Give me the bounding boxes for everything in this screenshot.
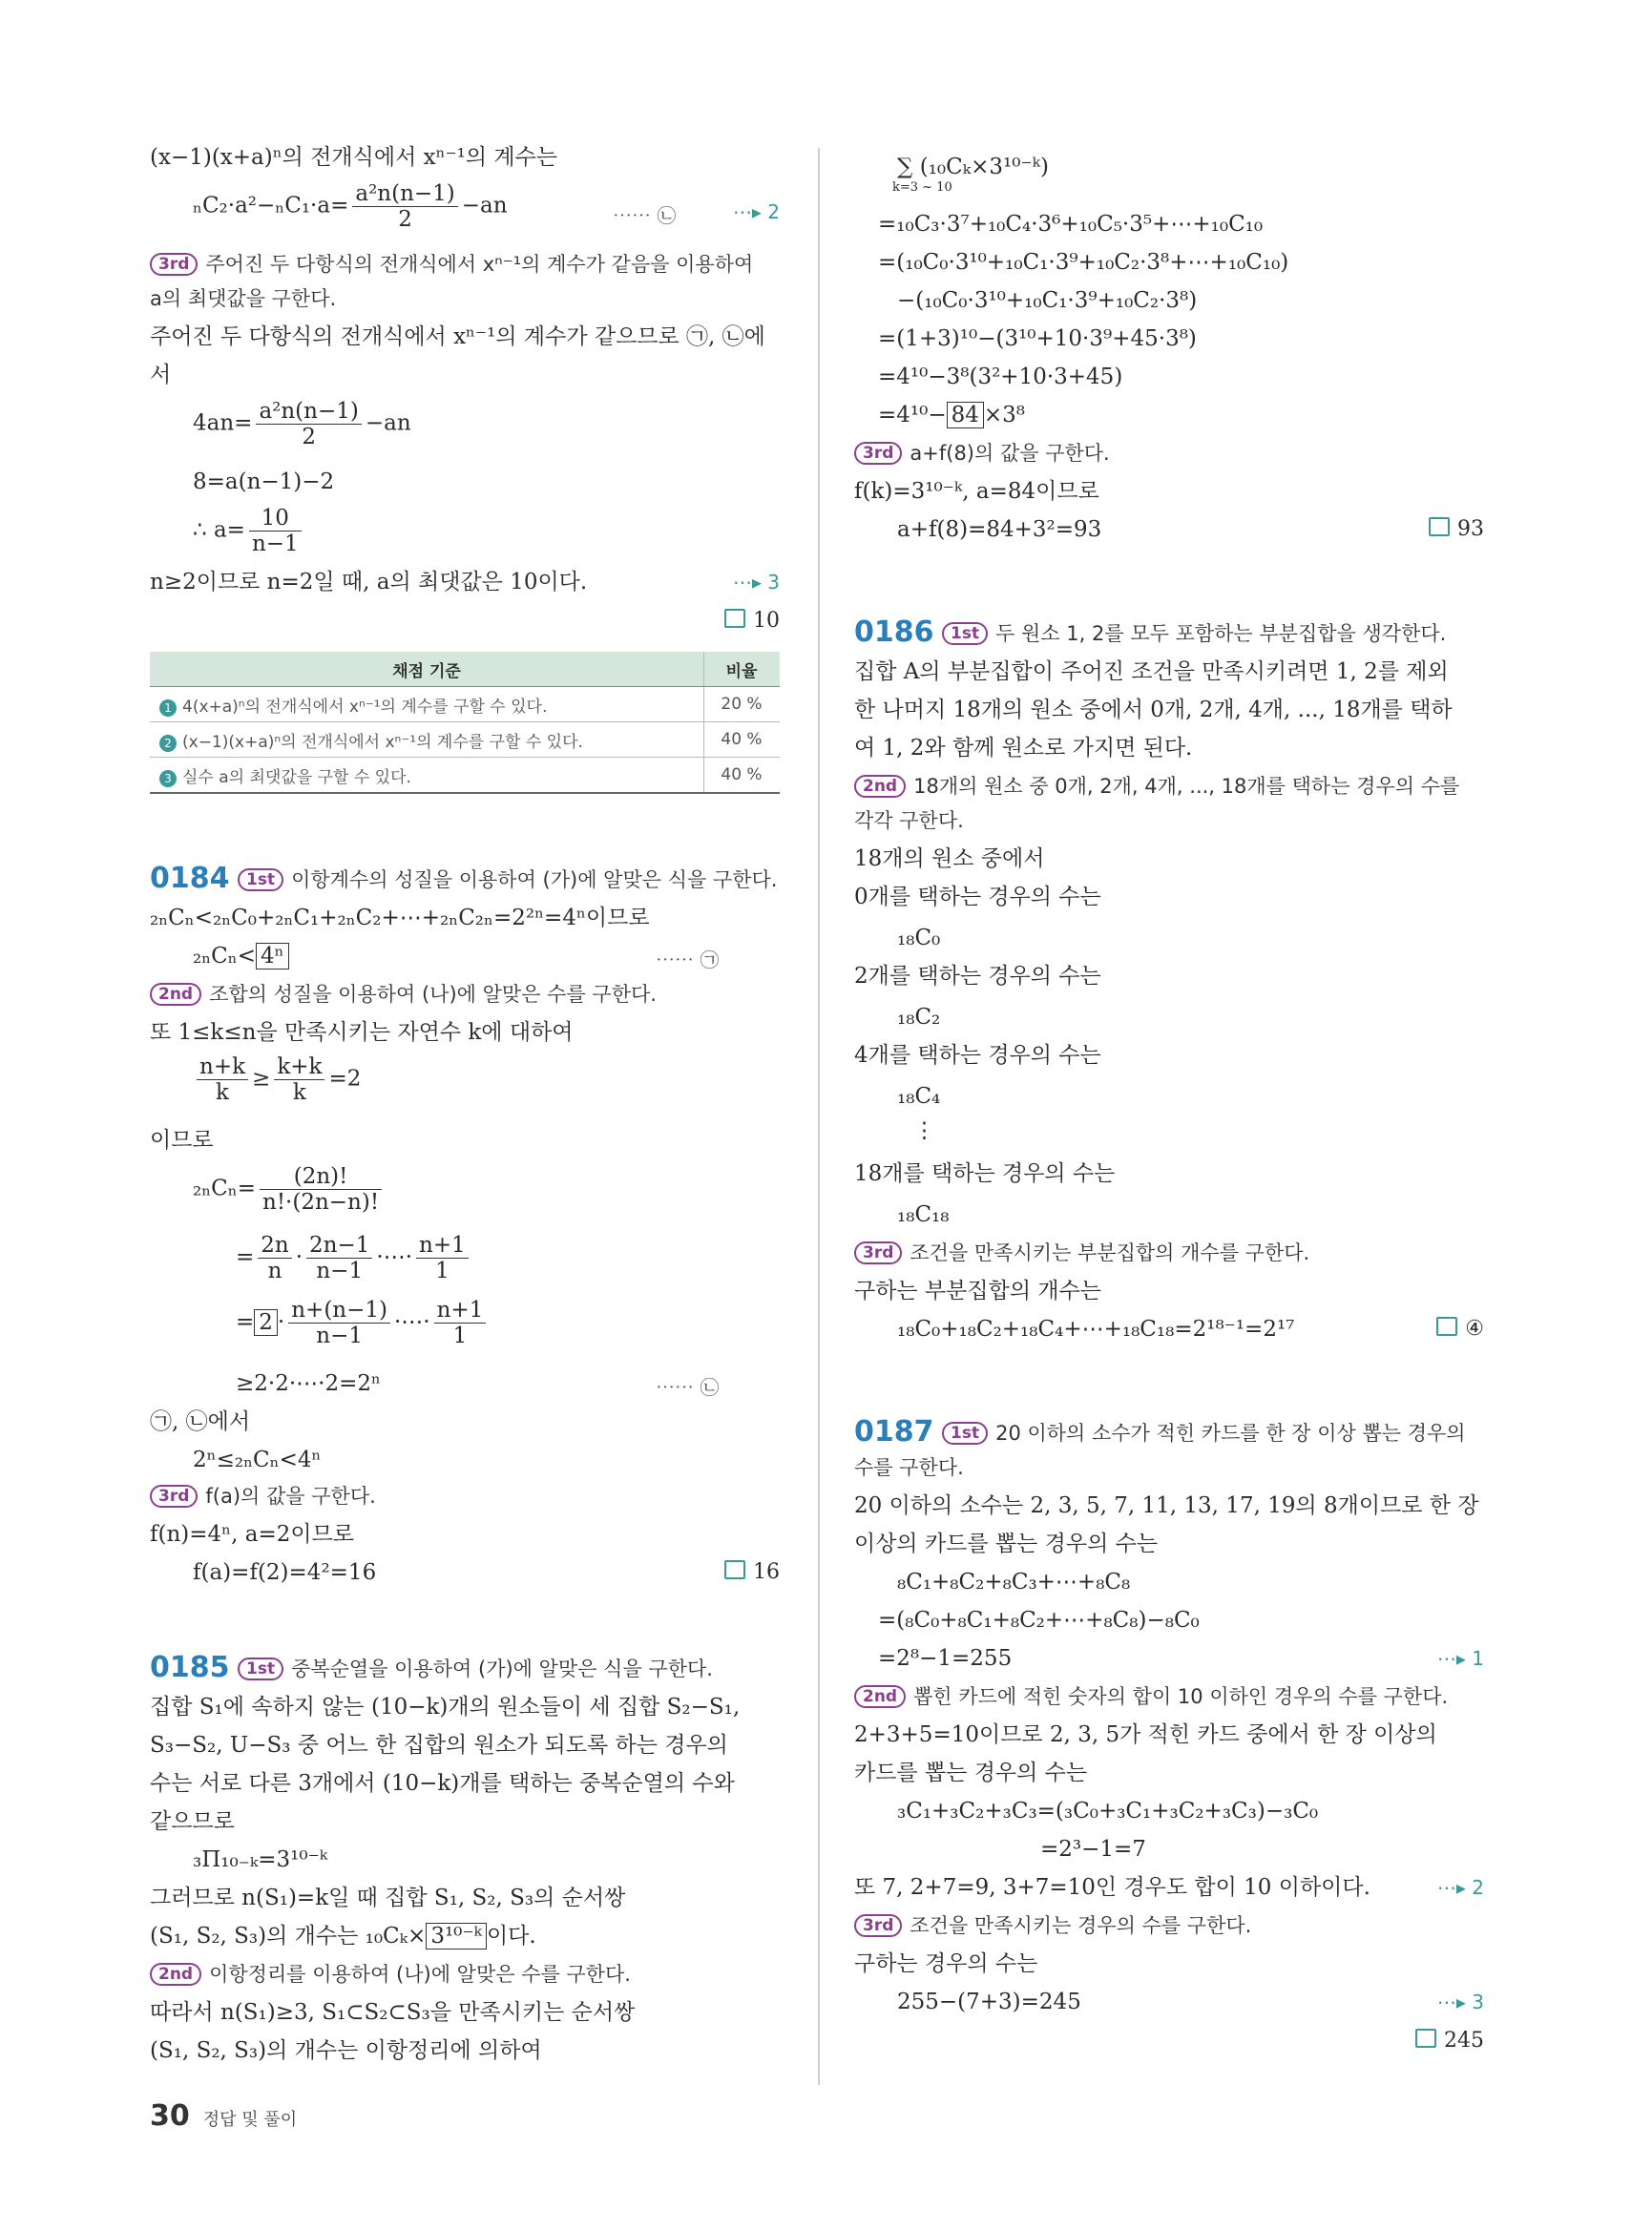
equation: ₁₈C₂ xyxy=(897,1005,941,1030)
equation: ≥2·2·⋯·2=2ⁿ xyxy=(236,1371,381,1396)
answer-icon xyxy=(1429,517,1450,536)
step-heading: 2nd 뽑힌 카드에 적힌 숫자의 합이 10 이하인 경우의 수를 구한다. xyxy=(854,1682,1448,1711)
equation: ∴ a= $\frac{10}{n-1}$ xyxy=(193,506,305,556)
step-heading-cont: 수를 구한다. xyxy=(854,1456,964,1479)
equation: =2³−1=7 xyxy=(1040,1837,1146,1862)
answer: 16 xyxy=(724,1560,780,1584)
text-line: 또 7, 2+7=9, 3+7=10인 경우도 합이 10 이하이다. xyxy=(854,1875,1370,1900)
equation: =(₈C₀+₈C₁+₈C₂+⋯+₈C₈)−₈C₀ xyxy=(878,1608,1200,1633)
table-header: 채점 기준 xyxy=(150,652,704,687)
text-line: 따라서 n(S₁)≥3, S₁⊂S₂⊂S₃을 만족시키는 순서쌍 xyxy=(150,2000,636,2025)
equation: =2⁸−1=255 xyxy=(878,1646,1013,1671)
score-mark: ⋯▸ 3 xyxy=(1436,1991,1484,2013)
answer: 245 xyxy=(1415,2029,1484,2053)
text-line: ㉠, ㉡에서 xyxy=(150,1409,251,1434)
equation: ₃Π₁₀₋ₖ=3¹⁰⁻ᵏ xyxy=(193,1847,328,1872)
text-line: 여 1, 2와 함께 원소로 가지면 된다. xyxy=(854,736,1193,761)
step-heading: 1st 이항계수의 성질을 이용하여 (가)에 알맞은 식을 구한다. xyxy=(238,865,777,894)
step-heading: 3rd a+f(8)의 값을 구한다. xyxy=(854,439,1110,468)
text-line: n≥2이므로 n=2일 때, a의 최댓값은 10이다. xyxy=(150,570,588,594)
text-line: 그러므로 n(S₁)=k일 때 집합 S₁, S₂, S₃의 순서쌍 xyxy=(150,1886,626,1910)
equation-tag: ⋯⋯ ㉠ xyxy=(656,949,720,971)
text-line: 4개를 택하는 경우의 수는 xyxy=(854,1043,1101,1068)
equation: ₂ₙCₙ= $\frac{(2n)!}{n!\cdot(2n-n)!}$ xyxy=(193,1164,386,1215)
text-line: 주어진 두 다항식의 전개식에서 xⁿ⁻¹의 계수가 같으므로 ㉠, ㉡에 xyxy=(150,324,765,349)
text-line: (S₁, S₂, S₃)의 개수는 ₁₀Cₖ× 3¹⁰⁻ᵏ 이다. xyxy=(150,1924,536,1949)
equation: =(₁₀C₀·3¹⁰+₁₀C₁·3⁹+₁₀C₂·3⁸+⋯+₁₀C₁₀) xyxy=(878,250,1289,275)
text-line: 18개를 택하는 경우의 수는 xyxy=(854,1161,1116,1186)
step-heading: 2nd 조합의 성질을 이용하여 (나)에 알맞은 수를 구한다. xyxy=(150,980,657,1009)
table-row: 2 (x−1)(x+a)ⁿ의 전개식에서 xⁿ⁻¹의 계수를 구할 수 있다. 40 % xyxy=(150,722,780,758)
equation: ₁₈C₀+₁₈C₂+₁₈C₄+⋯+₁₈C₁₈=2¹⁸⁻¹=2¹⁷ xyxy=(897,1317,1295,1342)
answer-icon xyxy=(724,609,745,628)
text-line: 이므로 xyxy=(150,1128,214,1153)
vertical-dots: ⋮ xyxy=(913,1118,935,1143)
step-heading: 3rd 주어진 두 다항식의 전개식에서 xⁿ⁻¹의 계수가 같음을 이용하여 xyxy=(150,250,753,279)
text-line: (x−1)(x+a)ⁿ의 전개식에서 xⁿ⁻¹의 계수는 xyxy=(150,145,558,170)
problem-number: 0187 xyxy=(854,1415,934,1449)
answer-icon xyxy=(1436,1317,1457,1336)
answer: 10 xyxy=(724,609,780,633)
equation: 2ⁿ≤₂ₙCₙ<4ⁿ xyxy=(193,1448,322,1472)
text-line: 0개를 택하는 경우의 수는 xyxy=(854,885,1101,909)
equation: a+f(8)=84+3²=93 xyxy=(897,517,1102,542)
equation: =(1+3)¹⁰−(3¹⁰+10·3⁹+45·3⁸) xyxy=(878,326,1197,351)
text-line: 수는 서로 다른 3개에서 (10−k)개를 택하는 중복순열의 수와 xyxy=(150,1771,735,1796)
table-header: 비율 xyxy=(704,652,781,687)
equation: 4an= $\frac{\text{a²n(n−1)}}{2}$ −an xyxy=(193,399,411,449)
equation: ₃C₁+₃C₂+₃C₃=(₃C₀+₃C₁+₃C₂+₃C₃)−₃C₀ xyxy=(897,1799,1319,1824)
problem-number: 0186 xyxy=(854,615,934,649)
column-divider xyxy=(818,148,820,2085)
text-line: ₂ₙCₙ<₂ₙC₀+₂ₙC₁+₂ₙC₂+⋯+₂ₙC₂ₙ=2²ⁿ=4ⁿ이므로 xyxy=(150,906,650,930)
text-line: 구하는 부분집합의 개수는 xyxy=(854,1279,1102,1303)
page-title: 정답 및 풀이 xyxy=(202,2110,298,2130)
text-line: 집합 S₁에 속하지 않는 (10−k)개의 원소들이 세 집합 S₂−S₁, xyxy=(150,1695,741,1720)
equation: = 2 · $\frac{n+(n-1)}{n-1}$ ·⋯· $\frac{n+1}{1}$ xyxy=(236,1298,490,1348)
answer: 93 xyxy=(1429,517,1484,541)
problem-number: 0185 xyxy=(150,1651,230,1684)
step-heading-cont: a의 최댓값을 구한다. xyxy=(150,287,337,310)
text-line: 또 1≤k≤n을 만족시키는 자연수 k에 대하여 xyxy=(150,1020,574,1045)
table-row: 3 실수 a의 최댓값을 구할 수 있다. 40 % xyxy=(150,758,780,794)
equation: ₙC₂·a²−ₙC₁·a= $\frac{\text{a²n(n−1)}}{2}$ −an xyxy=(193,181,508,232)
equation: ₂ₙCₙ< 4ⁿ xyxy=(193,942,289,970)
text-line: 이상의 카드를 뽑는 경우의 수는 xyxy=(854,1532,1159,1556)
answer-icon xyxy=(1415,2029,1436,2048)
text-line: 20 이하의 소수는 2, 3, 5, 7, 11, 13, 17, 19의 8개이므로 한 장 xyxy=(854,1493,1479,1518)
answer-icon xyxy=(724,1560,745,1579)
score-mark: ⋯▸ 2 xyxy=(732,200,780,223)
answer: ④ xyxy=(1436,1317,1484,1341)
equation: =4¹⁰−3⁸(3²+10·3+45) xyxy=(878,365,1123,389)
sum-limits: k=3 ~ 10 xyxy=(892,180,952,195)
text-line: 집합 A의 부분집합이 주어진 조건을 만족시키려면 1, 2를 제외 xyxy=(854,659,1449,684)
equation: −(₁₀C₀·3¹⁰+₁₀C₁·3⁹+₁₀C₂·3⁸) xyxy=(897,288,1198,313)
text-line: 2+3+5=10이므로 2, 3, 5가 적힌 카드 중에서 한 장 이상의 xyxy=(854,1722,1437,1747)
scoring-table xyxy=(150,652,780,794)
equation-tag: ⋯⋯ ㉡ xyxy=(656,1376,720,1399)
text-line: f(n)=4ⁿ, a=2이므로 xyxy=(150,1522,355,1547)
text-line: (S₁, S₂, S₃)의 개수는 이항정리에 의하여 xyxy=(150,2038,542,2063)
equation: 255−(7+3)=245 xyxy=(897,1990,1081,2014)
equation: = $\frac{2n}{n}$ · $\frac{2n-1}{n-1}$ ·⋯· $\frac{n+1}{1}$ xyxy=(236,1233,472,1283)
equation: =₁₀C₃·3⁷+₁₀C₄·3⁶+₁₀C₅·3⁵+⋯+₁₀C₁₀ xyxy=(878,212,1264,237)
equation: =4¹⁰− 84 ×3⁸ xyxy=(878,403,1026,427)
problem-number: 0184 xyxy=(150,862,230,895)
page-number: 30 xyxy=(150,2099,190,2133)
equation: 8=a(n−1)−2 xyxy=(193,469,335,494)
equation: $\frac{n+k}{k}$ ≥ $\frac{k+k}{k}$ =2 xyxy=(193,1054,361,1105)
step-heading: 1st 중복순열을 이용하여 (가)에 알맞은 식을 구한다. xyxy=(238,1655,713,1683)
text-line: 구하는 경우의 수는 xyxy=(854,1951,1038,1976)
text-line: f(k)=3¹⁰⁻ᵏ, a=84이므로 xyxy=(854,479,1099,504)
score-mark: ⋯▸ 1 xyxy=(1436,1647,1484,1670)
step-heading: 1st 두 원소 1, 2를 모두 포함하는 부분집합을 생각한다. xyxy=(942,619,1446,648)
text-line: 카드를 뽑는 경우의 수는 xyxy=(854,1761,1088,1785)
text-line: 2개를 택하는 경우의 수는 xyxy=(854,964,1101,989)
equation: ∑ (₁₀Cₖ×3¹⁰⁻ᵏ) xyxy=(897,155,1049,179)
step-heading: 2nd 이항정리를 이용하여 (나)에 알맞은 수를 구한다. xyxy=(150,1960,631,1989)
text-line: 18개의 원소 중에서 xyxy=(854,846,1045,871)
text-line: 같으므로 xyxy=(150,1809,235,1834)
equation-tag: ⋯⋯ ㉡ xyxy=(613,204,677,227)
equation: ₁₈C₄ xyxy=(897,1084,941,1109)
step-heading: 3rd 조건을 만족시키는 부분집합의 개수를 구한다. xyxy=(854,1239,1309,1267)
equation: ₁₈C₀ xyxy=(897,926,941,950)
page-footer xyxy=(150,2099,297,2133)
text-line: 한 나머지 18개의 원소 중에서 0개, 2개, 4개, ..., 18개를 택하 xyxy=(854,698,1453,722)
equation: ₈C₁+₈C₂+₈C₃+⋯+₈C₈ xyxy=(897,1570,1131,1595)
equation: ₁₈C₁₈ xyxy=(897,1202,950,1227)
step-heading: 3rd 조건을 만족시키는 경우의 수를 구한다. xyxy=(854,1911,1251,1940)
step-heading-cont: 각각 구한다. xyxy=(854,809,964,832)
step-heading: 2nd 18개의 원소 중 0개, 2개, 4개, ..., 18개를 택하는 경우의 수를 xyxy=(854,772,1459,801)
equation: f(a)=f(2)=4²=16 xyxy=(193,1560,377,1585)
text-line: S₃−S₂, U−S₃ 중 어느 한 집합의 원소가 되도록 하는 경우의 xyxy=(150,1733,728,1758)
step-heading: 1st 20 이하의 소수가 적힌 카드를 한 장 이상 뽑는 경우의 xyxy=(942,1419,1466,1448)
score-mark: ⋯▸ 3 xyxy=(732,571,780,594)
table-row: 1 4(x+a)ⁿ의 전개식에서 xⁿ⁻¹의 계수를 구할 수 있다. 20 % xyxy=(150,687,780,722)
text-line: 서 xyxy=(150,363,172,387)
score-mark: ⋯▸ 2 xyxy=(1436,1876,1484,1899)
step-heading: 3rd f(a)의 값을 구한다. xyxy=(150,1482,376,1511)
